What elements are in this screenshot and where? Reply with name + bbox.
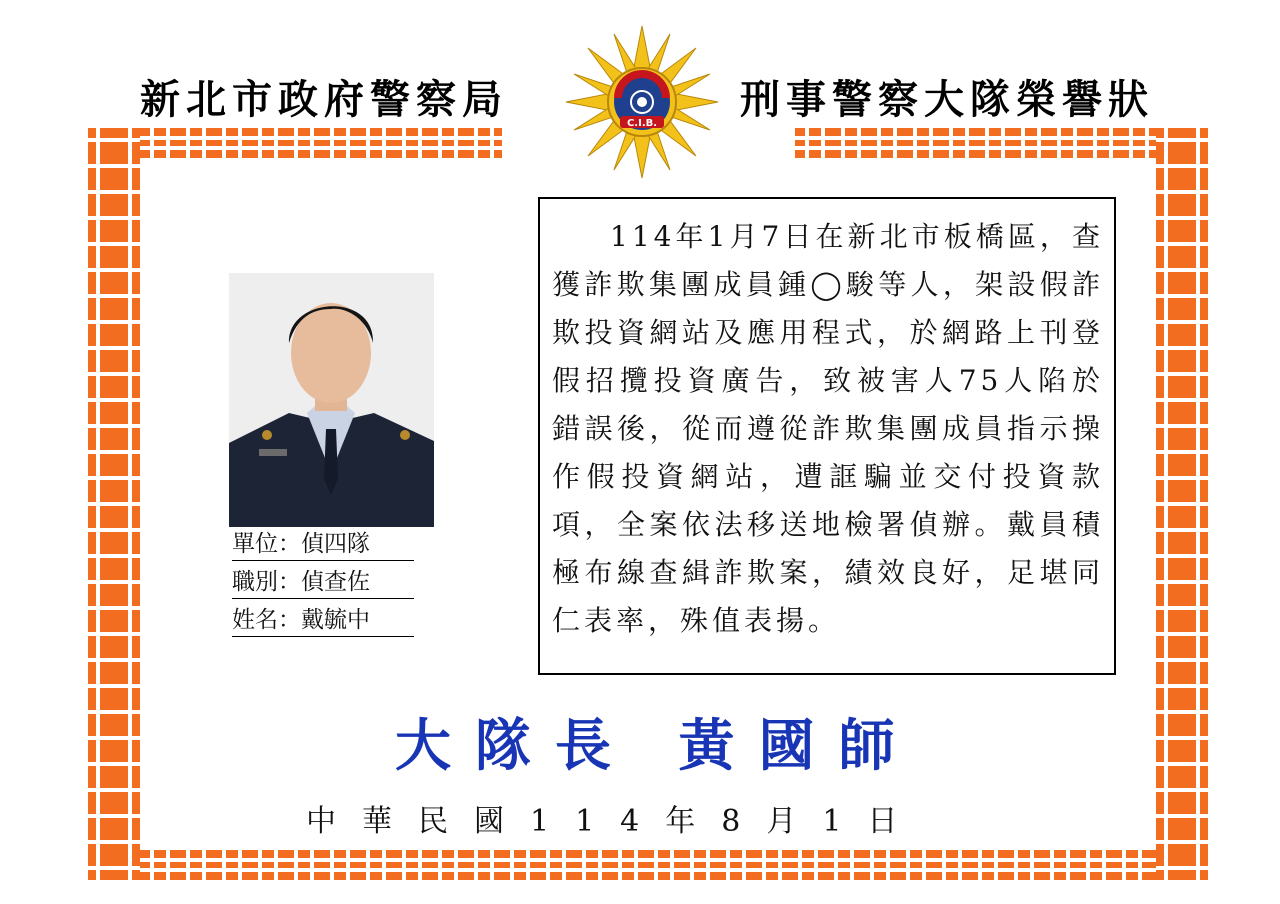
- certificate-title: 刑事警察大隊榮譽狀: [740, 77, 1154, 123]
- citation-box: [538, 197, 1116, 675]
- issue-date: 中華民國114年8月1日: [306, 804, 924, 839]
- frame-top-left-border: [140, 128, 502, 158]
- agency-title: 新北市政府警察局: [140, 77, 508, 123]
- recipient-name: 姓名：戴毓中: [232, 604, 414, 637]
- police-emblem-icon: [564, 24, 720, 180]
- frame-top-right-border: [795, 128, 1156, 158]
- citation-text: 114年1月7日在新北市板橋區，查獲詐欺集團成員鍾◯駿等人，架設假詐欺投資網站及應用程式，於網路上刊登假招攬投資廣告，致被害人75人陷於錯誤後，從而遵從詐欺集團成員指示操作假投資網站，遭誆騙並交付投資款項，全案依法移送地檢署偵辦。戴員積極布線查緝詐欺案，績效良好，足堪同仁表率，殊值表揚。: [552, 220, 1104, 637]
- recipient-photo: [229, 273, 434, 527]
- frame-right-border: [1156, 128, 1208, 880]
- recipient-unit: 單位：偵四隊: [232, 528, 414, 561]
- signature: 大隊長 黃國師: [395, 714, 919, 779]
- recipient-position: 職別：偵查佐: [232, 566, 414, 599]
- emblem-text: C.I.B.: [626, 118, 658, 129]
- frame-bottom-border: [140, 850, 1156, 880]
- frame-left-border: [88, 128, 140, 880]
- portrait-image: [229, 273, 434, 527]
